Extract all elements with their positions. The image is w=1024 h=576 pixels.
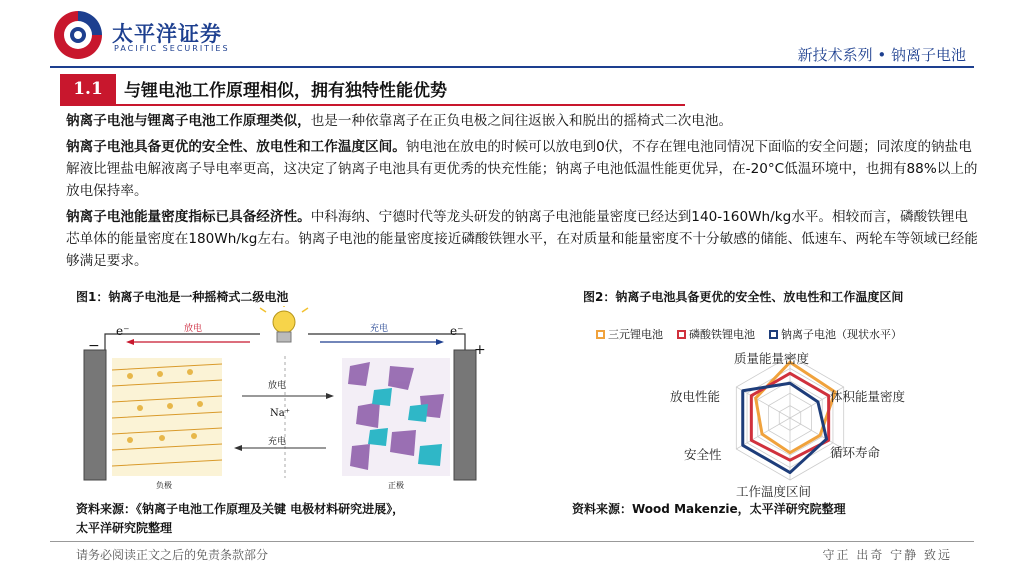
paragraph-2: [66, 136, 978, 202]
section-underline: [60, 104, 685, 106]
negative-electrode-label: 负极: [156, 481, 172, 490]
legend-item-ncm: [596, 326, 663, 342]
footer-motto: 守正 出奇 宁静 致远: [822, 548, 952, 562]
positive-electrode-label: 正极: [388, 481, 404, 490]
footer-disclaimer: 请务必阅读正文之后的免责条款部分: [76, 548, 269, 562]
paragraph-1-lead: 钠离子电池与锂离子电池工作原理类似，: [66, 113, 311, 129]
axis-label-mass-energy: 质量能量密度: [734, 351, 810, 366]
company-name-cn: 太平洋证券: [112, 22, 222, 46]
paragraph-1: [66, 110, 978, 132]
discharge-mid-label: 放电: [268, 381, 287, 391]
figure1-caption: 图1：钠离子电池是一种摇椅式二级电池: [76, 290, 289, 304]
paragraph-3-body: 中科海纳、宁德时代等龙头研发的钠离子电池能量密度已经达到140-160Wh/kg水平。相较而言，磷酸铁锂电芯单体的能量密度在180Wh/kg左右。钠离子电池的能量密度接近磷酸铁锂水平，在对质量和能量密度不十分敏感的储能、低速车、两轮车等领域已经能够满足要求。: [66, 209, 978, 269]
paragraph-2-lead: 钠离子电池具备更优的安全性、放电性和工作温度区间。: [66, 139, 406, 155]
legend-label-sodium: 钠离子电池（现状水平）: [781, 328, 902, 341]
charge-top-label: 充电: [370, 324, 389, 334]
company-logo: [48, 8, 108, 62]
sodium-ion-label: Na⁺: [270, 408, 290, 419]
radar-legend: [596, 326, 902, 342]
company-name-en: PACIFIC SECURITIES: [114, 44, 230, 53]
axis-label-volume-energy: 体积能量密度: [830, 389, 906, 404]
legend-swatch-sodium: [769, 330, 778, 339]
axis-label-temperature: 工作温度区间: [736, 484, 812, 499]
axis-label-safety: 安全性: [684, 447, 722, 462]
logo-icon: [48, 8, 108, 62]
series-title: 新技术系列 • 钠离子电池: [797, 46, 966, 64]
legend-item-sodium: [769, 326, 902, 342]
figure1-source: [76, 500, 404, 538]
electron-left-label: e⁻: [116, 324, 130, 338]
legend-label-ncm: 三元锂电池: [608, 328, 663, 341]
figure2-source: 资料来源：Wood Makenzie，太平洋研究院整理: [572, 502, 846, 516]
axis-label-cycle-life: 循环寿命: [830, 445, 881, 460]
legend-label-lfp: 磷酸铁锂电池: [689, 328, 755, 341]
legend-item-lfp: [677, 326, 755, 342]
paragraph-3-lead: 钠离子电池能量密度指标已具备经济性。: [66, 209, 311, 225]
header-divider: [50, 66, 974, 68]
figure2-caption: 图2：钠离子电池具备更优的安全性、放电性和工作温度区间: [583, 290, 904, 304]
positive-current-collector: [454, 350, 476, 480]
figure1-source-line1: 资料来源：《钠离子电池工作原理及关键 电极材料研究进展》，: [76, 502, 405, 516]
positive-electrode-lattice: [342, 358, 450, 476]
section-number: 1.1: [60, 74, 116, 104]
negative-current-collector: [84, 350, 106, 480]
charge-mid-label: 充电: [268, 437, 287, 447]
footer-divider: [50, 541, 974, 542]
plus-terminal: +: [474, 342, 486, 358]
legend-swatch-ncm: [596, 330, 605, 339]
axis-label-discharge: 放电性能: [670, 389, 721, 404]
electron-right-label: e⁻: [450, 324, 464, 338]
discharge-top-label: 放电: [184, 324, 203, 334]
figure1-source-line2: 太平洋研究院整理: [76, 521, 173, 535]
paragraph-1-body: 也是一种依靠离子在正负电极之间往返嵌入和脱出的摇椅式二次电池。: [310, 113, 733, 129]
paragraph-2-body: 钠电池在放电的时候可以放电到0伏，不存在锂电池同情况下面临的安全问题；同浓度的钠盐电解液比锂盐电解液离子导电率更高，这决定了钠离子电池具有更优秀的快充性能；钠离子电池低温性能更优异，在-20°C低温环境中，也拥有88%以上的放电保持率。: [66, 139, 978, 199]
minus-terminal: −: [88, 338, 100, 354]
negative-electrode-lattice: [112, 358, 222, 476]
bulb-icon: [260, 306, 308, 342]
paragraph-3: [66, 206, 978, 272]
figure1-diagram: [70, 306, 500, 492]
legend-swatch-lfp: [677, 330, 686, 339]
section-title: 与锂电池工作原理相似，拥有独特性能优势: [124, 81, 447, 101]
